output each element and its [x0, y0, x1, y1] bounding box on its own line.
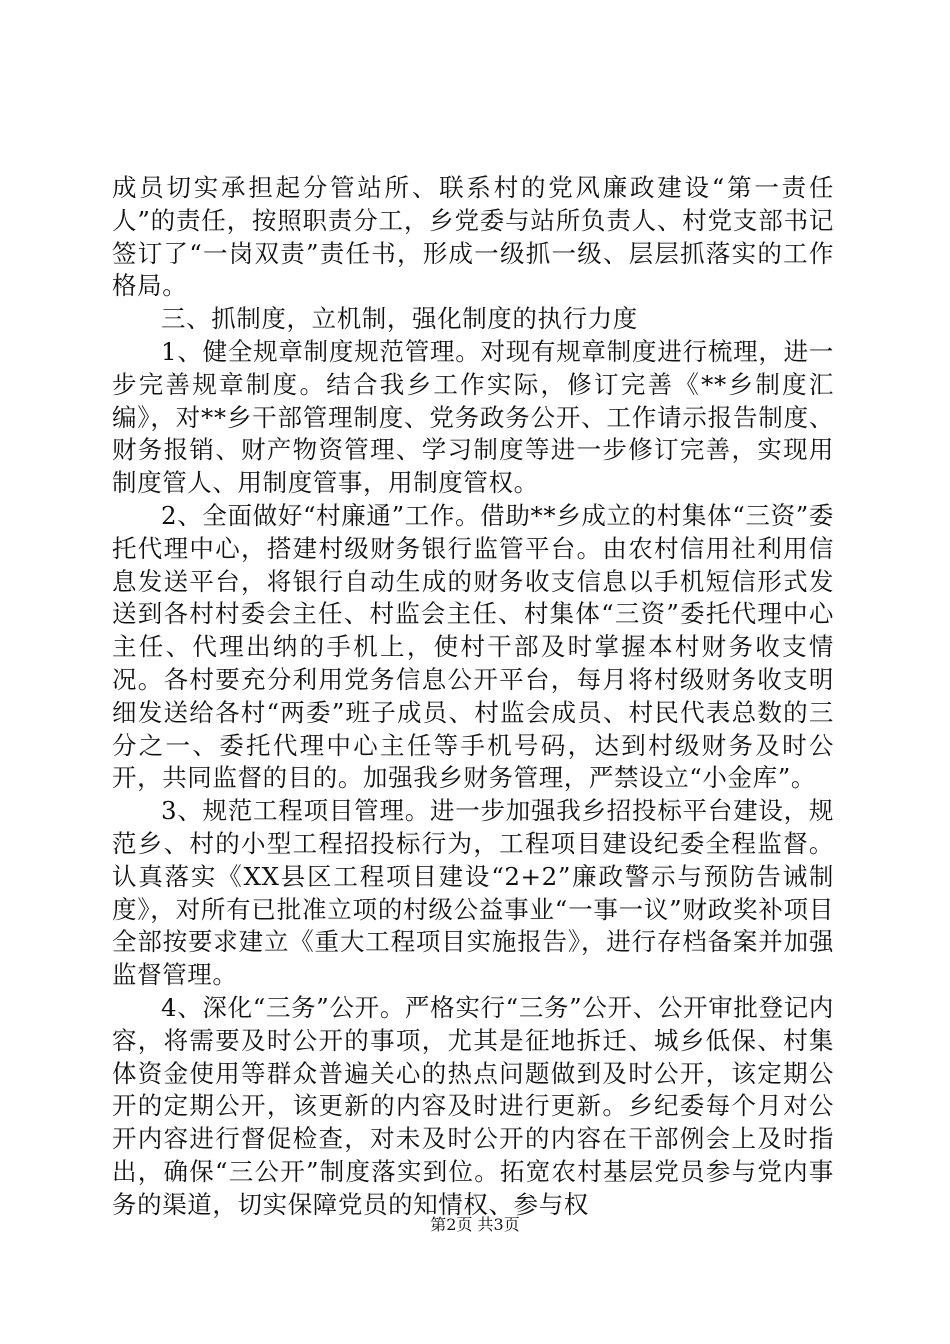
- paragraph-item-2: 2、全面做好“村廉通”工作。借助**乡成立的村集体“三资”委托代理中心，搭建村级财务银行监管平台。由农村信用社利用信息发送平台，将银行自动生成的财务收支信息以手机短信形式发送到各村村委会主任、村监会主任、村集体“三资”委托代理中心主任、代理出纳的手机上，使村干部及时掌握本村财务收支情况。各村要充分利用党务信息公开平台，每月将村级财务收支明细发送给各村“两委”班子成员、村监会成员、村民代表总数的三分之一、委托代理中心主任等手机号码，达到村级财务及时公开，共同监督的目的。加强我乡财务管理，严禁设立“小金库”。: [112, 500, 834, 793]
- section-heading: 三、抓制度，立机制，强化制度的执行力度: [161, 304, 638, 334]
- paragraph-item-1: 1、健全规章制度规范管理。对现有规章制度进行梳理，进一步完善规章制度。结合我乡工作实际，修订完善《**乡制度汇编》，对**乡干部管理制度、党务政务公开、工作请示报告制度、财务报销、财产物资管理、学习制度等进一步修订完善，实现用制度管人、用制度管事，用制度管权。: [112, 336, 834, 498]
- paragraph-item-4: 4、深化“三务”公开。严格实行“三务”公开、公开审批登记内容，将需要及时公开的事项，尤其是征地拆迁、城乡低保、村集体资金使用等群众普遍关心的热点问题做到及时公开，该定期公开的定期公开，该更新的内容及时进行更新。乡纪委每个月对公开内容进行督促检查，对未及时公开的内容在干部例会上及时指出，确保“三公开”制度落实到位。拓宽农村基层党员参与党内事务的渠道，切实保障党员的知情权、参与权: [112, 992, 834, 1219]
- paragraph-continuation: 成员切实承担起分管站所、联系村的党风廉政建设“第一责任人”的责任，按照职责分工，乡党委与站所负责人、村党支部书记签订了“一岗双责”责任书，形成一级抓一级、层层抓落实的工作格局。: [112, 173, 834, 301]
- paragraph-item-3: 3、规范工程项目管理。进一步加强我乡招投标平台建设，规范乡、村的小型工程招投标行为，工程项目建设纪委全程监督。认真落实《XX县区工程项目建设“2+2”廉政警示与预防告诫制度》，对所有已批准立项的村级公益事业“一事一议”财政奖补项目全部按要求建立《重大工程项目实施报告》，进行存档备案并加强监督管理。: [112, 796, 834, 990]
- page-footer: 第2页 共3页: [430, 1215, 520, 1234]
- document-body: [112, 172, 834, 1222]
